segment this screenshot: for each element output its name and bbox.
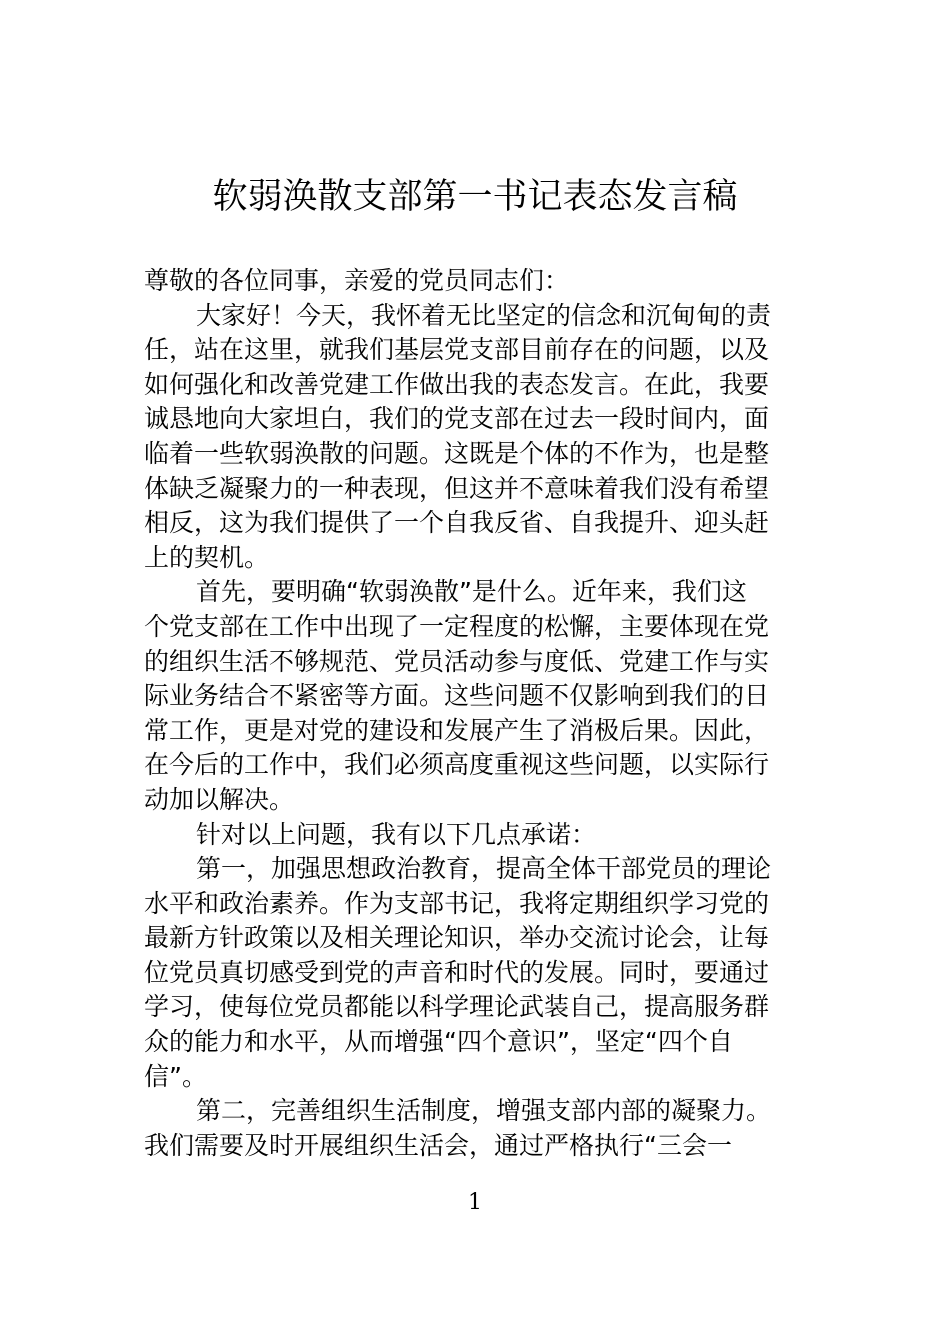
paragraph-line: 际业务结合不紧密等方面。这些问题不仅影响到我们的日	[144, 681, 770, 711]
paragraph-line: 针对以上问题，我有以下几点承诺：	[196, 819, 597, 849]
paragraph-line: 临着一些软弱涣散的问题。这既是个体的不作为，也是整	[144, 438, 770, 468]
paragraph-line: 位党员真切感受到党的声音和时代的发展。同时，要通过	[144, 957, 770, 987]
paragraph-line: 任，站在这里，就我们基层党支部目前存在的问题，以及	[144, 335, 770, 365]
paragraph-line: 个党支部在工作中出现了一定程度的松懈，主要体现在党	[144, 611, 770, 641]
paragraph-line: 我们需要及时开展组织生活会，通过严格执行“三会一	[144, 1130, 732, 1160]
paragraph-line: 动加以解决。	[144, 784, 295, 814]
document-title: 软弱涣散支部第一书记表态发言稿	[212, 177, 738, 217]
paragraph-line: 相反，这为我们提供了一个自我反省、自我提升、迎头赶	[144, 508, 770, 538]
paragraph-line: 信”。	[144, 1061, 207, 1091]
paragraph-line: 在今后的工作中，我们必须高度重视这些问题，以实际行	[144, 750, 770, 780]
paragraph-line: 常工作，更是对党的建设和发展产生了消极后果。因此，	[144, 715, 770, 745]
paragraph-line: 上的契机。	[144, 542, 270, 572]
paragraph-line: 诚恳地向大家坦白，我们的党支部在过去一段时间内，面	[144, 404, 770, 434]
paragraph-line: 最新方针政策以及相关理论知识，举办交流讨论会，让每	[144, 923, 770, 953]
paragraph-line: 如何强化和改善党建工作做出我的表态发言。在此，我要	[144, 369, 770, 399]
paragraph-line: 首先，要明确“软弱涣散”是什么。近年来，我们这	[196, 577, 747, 607]
paragraph-line: 大家好！今天，我怀着无比坚定的信念和沉甸甸的责	[196, 300, 772, 330]
paragraph-line: 学习，使每位党员都能以科学理论武装自己，提高服务群	[144, 992, 770, 1022]
paragraph-line: 众的能力和水平，从而增强“四个意识”，坚定“四个自	[144, 1027, 733, 1057]
document-body	[144, 264, 814, 1163]
salutation-line: 尊敬的各位同事，亲爱的党员同志们：	[144, 266, 570, 295]
paragraph-line: 体缺乏凝聚力的一种表现，但这并不意味着我们没有希望	[144, 473, 770, 503]
paragraph-line: 水平和政治素养。作为支部书记，我将定期组织学习党的	[144, 888, 770, 918]
paragraph-line: 第二，完善组织生活制度，增强支部内部的凝聚力。	[196, 1096, 772, 1126]
paragraph-line: 第一，加强思想政治教育，提高全体干部党员的理论	[196, 854, 772, 884]
page-number: 1	[468, 1190, 482, 1215]
paragraph-line: 的组织生活不够规范、党员活动参与度低、党建工作与实	[144, 646, 770, 676]
